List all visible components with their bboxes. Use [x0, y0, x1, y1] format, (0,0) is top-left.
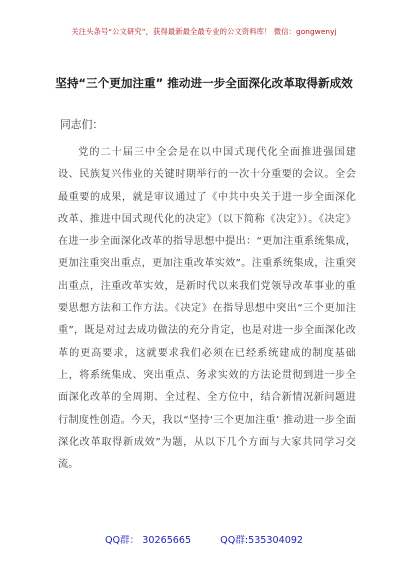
footer-contact — [0, 532, 408, 546]
footer-qq-group-2: QQ群:535304092 — [220, 535, 304, 546]
document-title: 坚持“三个更加注重” 推动进一步全面深化改革取得新成效 — [55, 76, 353, 90]
salutation: 同志们： — [60, 118, 104, 131]
body-paragraph: 党的二十届三中全会是在以中国式现代化全面推进强国建设、民族复兴伟业的关键时期举行的一次十分重要的会议。全会最重要的成果，就是审议通过了《中共中央关于进一步全面深化改革、推进中国式现代化的决定》（以下简称《决定》）。《决定》在进一步全面深化改革的指导思想中提出：“更加注重系统集成，更加注重突出重点，更加注重改革实效”。注重系统集成，注重突出重点，注重改革实效，是新时代以来我们党领导改革事业的重要思想方法和工作方法。《决定》在指导思想中突出“三个更加注重”，既是对过去成功做法的充分肯定，也是对进一步全面深化改革的更高要求，这就要求我们必须在已经系统建成的制度基础上，将系统集成、突出重点、务求实效的方法论贯彻到进一步全面深化改革的全周期、全过程、全方位中，结合新情况新问题进行制度性创造。今天，我以“坚持‘三个更加注重’ 推动进一步全面深化改革取得新成效”为题，从以下几个方面与大家共同学习交流。 — [58, 147, 356, 471]
header-banner: 关注头条号“公文研究”，获得最新最全最专业的公文资料库！ 微信：gongwenyj — [71, 27, 337, 36]
footer-qq-group-1: QQ群： 30265665 — [104, 535, 192, 546]
